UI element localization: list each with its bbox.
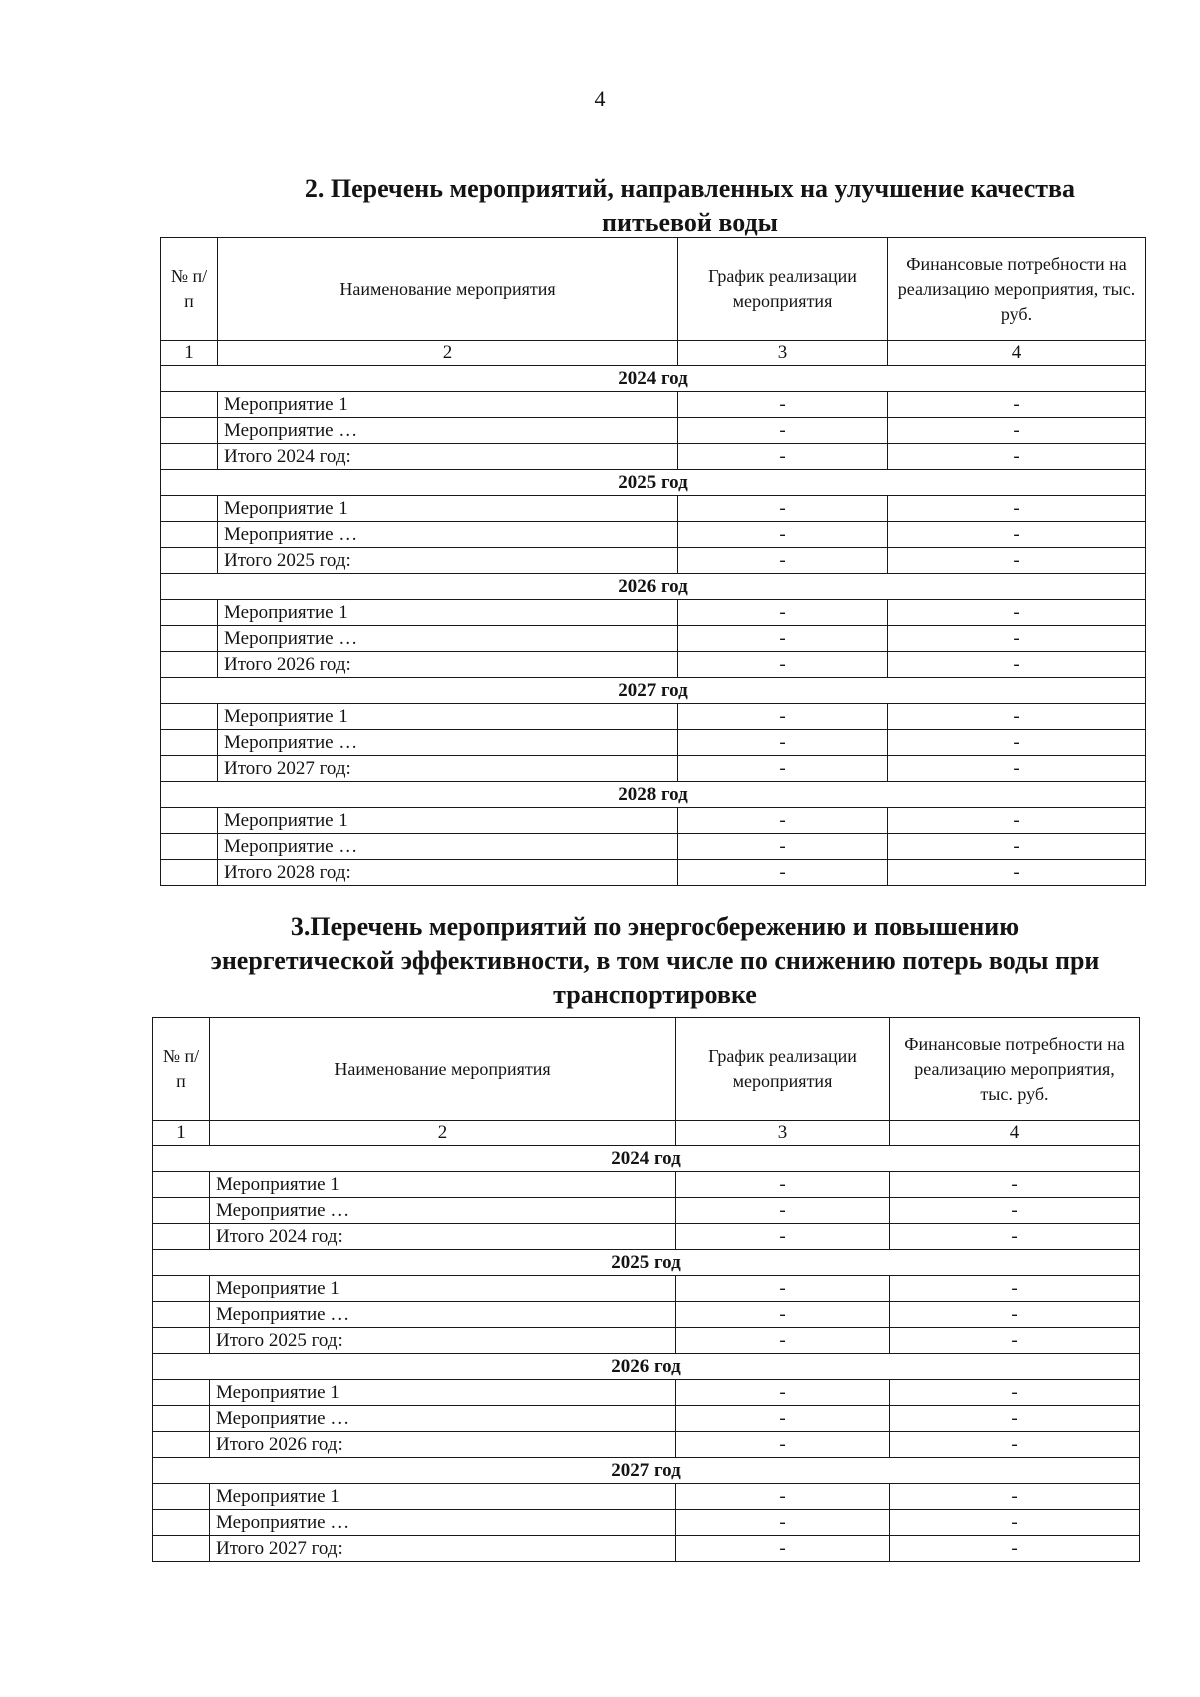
column-number: 3 — [678, 341, 888, 366]
row-number-cell — [153, 1172, 210, 1198]
schedule-cell: - — [676, 1172, 890, 1198]
finance-cell: - — [888, 808, 1146, 834]
year-label: 2025 год — [161, 470, 1146, 496]
activity-name-cell: Мероприятие 1 — [218, 808, 678, 834]
year-total-row — [161, 444, 1146, 470]
row-number-cell — [161, 730, 218, 756]
finance-cell: - — [888, 756, 1146, 782]
year-total-row — [153, 1536, 1140, 1562]
finance-cell: - — [888, 730, 1146, 756]
row-number-cell — [153, 1510, 210, 1536]
table-row — [161, 392, 1146, 418]
year-header-row — [161, 678, 1146, 704]
table-row — [161, 418, 1146, 444]
finance-cell: - — [890, 1484, 1140, 1510]
table-row — [161, 704, 1146, 730]
finance-cell: - — [888, 834, 1146, 860]
finance-cell: - — [890, 1536, 1140, 1562]
schedule-cell: - — [676, 1484, 890, 1510]
year-label: 2027 год — [153, 1458, 1140, 1484]
header-schedule: График реализации мероприятия — [676, 1018, 890, 1121]
header-finance: Финансовые потребности на реализацию мероприятия, тыс. руб. — [890, 1018, 1140, 1121]
schedule-cell: - — [676, 1302, 890, 1328]
table-row — [161, 808, 1146, 834]
schedule-cell: - — [678, 730, 888, 756]
row-number-cell — [161, 860, 218, 886]
table-row — [161, 730, 1146, 756]
finance-cell: - — [888, 392, 1146, 418]
schedule-cell: - — [678, 652, 888, 678]
header-finance: Финансовые потребности на реализацию мероприятия, тыс. руб. — [888, 238, 1146, 341]
finance-cell: - — [888, 522, 1146, 548]
finance-cell: - — [890, 1302, 1140, 1328]
finance-cell: - — [888, 626, 1146, 652]
row-number-cell — [161, 808, 218, 834]
year-label: 2027 год — [161, 678, 1146, 704]
finance-cell: - — [890, 1198, 1140, 1224]
finance-cell: - — [890, 1406, 1140, 1432]
year-header-row — [161, 470, 1146, 496]
row-number-cell — [161, 652, 218, 678]
activity-name-cell: Мероприятие … — [218, 834, 678, 860]
schedule-cell: - — [676, 1198, 890, 1224]
schedule-cell: - — [678, 860, 888, 886]
table-row — [161, 834, 1146, 860]
total-label-cell: Итого 2024 год: — [210, 1224, 676, 1250]
schedule-cell: - — [678, 756, 888, 782]
row-number-cell — [153, 1406, 210, 1432]
row-number-cell — [153, 1224, 210, 1250]
row-number-cell — [153, 1276, 210, 1302]
year-header-row — [153, 1146, 1140, 1172]
schedule-cell: - — [676, 1328, 890, 1354]
year-header-row — [161, 366, 1146, 392]
finance-cell: - — [888, 418, 1146, 444]
column-number: 3 — [676, 1121, 890, 1146]
finance-cell: - — [888, 496, 1146, 522]
activity-name-cell: Мероприятие … — [218, 522, 678, 548]
row-number-cell — [161, 704, 218, 730]
total-label-cell: Итого 2026 год: — [218, 652, 678, 678]
schedule-cell: - — [676, 1432, 890, 1458]
activity-name-cell: Мероприятие 1 — [218, 704, 678, 730]
column-number-row — [153, 1121, 1140, 1146]
year-label: 2028 год — [161, 782, 1146, 808]
activity-name-cell: Мероприятие … — [218, 418, 678, 444]
row-number-cell — [161, 600, 218, 626]
total-label-cell: Итого 2025 год: — [210, 1328, 676, 1354]
total-label-cell: Итого 2026 год: — [210, 1432, 676, 1458]
activity-name-cell: Мероприятие 1 — [210, 1276, 676, 1302]
schedule-cell: - — [676, 1510, 890, 1536]
table-header-row — [153, 1018, 1140, 1121]
total-label-cell: Итого 2027 год: — [210, 1536, 676, 1562]
year-header-row — [153, 1458, 1140, 1484]
section-title-line: питьевой воды — [602, 208, 778, 237]
total-label-cell: Итого 2025 год: — [218, 548, 678, 574]
table-row — [153, 1510, 1140, 1536]
schedule-cell: - — [678, 834, 888, 860]
row-number-cell — [161, 392, 218, 418]
header-activity-name: Наименование мероприятия — [218, 238, 678, 341]
section-title-line: энергетической эффективности, в том числе по снижению потерь воды при — [210, 946, 1100, 975]
year-label: 2026 год — [161, 574, 1146, 600]
table-body — [153, 1146, 1140, 1562]
finance-cell: - — [890, 1328, 1140, 1354]
activities-table-drinking-water — [160, 237, 1146, 886]
finance-cell: - — [890, 1172, 1140, 1198]
year-header-row — [161, 782, 1146, 808]
table-row — [161, 522, 1146, 548]
activity-name-cell: Мероприятие … — [210, 1302, 676, 1328]
schedule-cell: - — [678, 496, 888, 522]
table-row — [153, 1276, 1140, 1302]
row-number-cell — [153, 1198, 210, 1224]
row-number-cell — [161, 756, 218, 782]
finance-cell: - — [888, 652, 1146, 678]
column-number: 2 — [218, 341, 678, 366]
header-activity-name: Наименование мероприятия — [210, 1018, 676, 1121]
schedule-cell: - — [678, 418, 888, 444]
schedule-cell: - — [678, 522, 888, 548]
year-label: 2024 год — [153, 1146, 1140, 1172]
page-number: 4 — [594, 86, 606, 111]
year-header-row — [161, 574, 1146, 600]
schedule-cell: - — [676, 1276, 890, 1302]
total-label-cell: Итого 2028 год: — [218, 860, 678, 886]
schedule-cell: - — [678, 808, 888, 834]
finance-cell: - — [890, 1224, 1140, 1250]
column-number: 2 — [210, 1121, 676, 1146]
activity-name-cell: Мероприятие … — [218, 730, 678, 756]
finance-cell: - — [888, 704, 1146, 730]
table-row — [153, 1484, 1140, 1510]
schedule-cell: - — [678, 626, 888, 652]
table-row — [153, 1172, 1140, 1198]
activity-name-cell: Мероприятие 1 — [218, 392, 678, 418]
column-number: 1 — [161, 341, 218, 366]
activity-name-cell: Мероприятие 1 — [218, 496, 678, 522]
schedule-cell: - — [676, 1406, 890, 1432]
row-number-cell — [161, 834, 218, 860]
activity-name-cell: Мероприятие … — [210, 1510, 676, 1536]
activity-name-cell: Мероприятие 1 — [210, 1484, 676, 1510]
table-row — [153, 1198, 1140, 1224]
activity-name-cell: Мероприятие … — [210, 1406, 676, 1432]
schedule-cell: - — [676, 1224, 890, 1250]
schedule-cell: - — [678, 600, 888, 626]
row-number-cell — [161, 418, 218, 444]
schedule-cell: - — [678, 548, 888, 574]
year-label: 2025 год — [153, 1250, 1140, 1276]
finance-cell: - — [888, 444, 1146, 470]
activities-table-energy-saving — [152, 1017, 1140, 1562]
row-number-cell — [153, 1302, 210, 1328]
schedule-cell: - — [678, 392, 888, 418]
table-row — [153, 1302, 1140, 1328]
schedule-cell: - — [676, 1380, 890, 1406]
activity-name-cell: Мероприятие 1 — [218, 600, 678, 626]
activity-name-cell: Мероприятие … — [210, 1198, 676, 1224]
activity-name-cell: Мероприятие 1 — [210, 1172, 676, 1198]
header-number: № п/п — [161, 238, 218, 341]
column-number: 1 — [153, 1121, 210, 1146]
finance-cell: - — [890, 1276, 1140, 1302]
row-number-cell — [161, 496, 218, 522]
row-number-cell — [153, 1484, 210, 1510]
table-row — [161, 600, 1146, 626]
section-title-drinking-water — [200, 172, 1180, 240]
schedule-cell: - — [676, 1536, 890, 1562]
table-header-row — [161, 238, 1146, 341]
row-number-cell — [153, 1432, 210, 1458]
table-row — [153, 1380, 1140, 1406]
activity-name-cell: Мероприятие … — [218, 626, 678, 652]
finance-cell: - — [890, 1510, 1140, 1536]
row-number-cell — [161, 548, 218, 574]
column-number: 4 — [888, 341, 1146, 366]
year-total-row — [161, 860, 1146, 886]
column-number-row — [161, 341, 1146, 366]
year-total-row — [153, 1224, 1140, 1250]
row-number-cell — [153, 1328, 210, 1354]
year-header-row — [153, 1354, 1140, 1380]
schedule-cell: - — [678, 704, 888, 730]
table-row — [161, 496, 1146, 522]
table-body — [161, 366, 1146, 886]
header-number: № п/п — [153, 1018, 210, 1121]
column-number: 4 — [890, 1121, 1140, 1146]
total-label-cell: Итого 2027 год: — [218, 756, 678, 782]
section-title-line: 3.Перечень мероприятий по энергосбережению и повышению — [290, 912, 1020, 941]
table-row — [161, 626, 1146, 652]
header-schedule: График реализации мероприятия — [678, 238, 888, 341]
year-total-row — [161, 548, 1146, 574]
row-number-cell — [161, 444, 218, 470]
year-total-row — [153, 1328, 1140, 1354]
year-total-row — [153, 1432, 1140, 1458]
year-header-row — [153, 1250, 1140, 1276]
schedule-cell: - — [678, 444, 888, 470]
year-label: 2026 год — [153, 1354, 1140, 1380]
section-title-energy-saving — [130, 910, 1180, 1012]
activity-name-cell: Мероприятие 1 — [210, 1380, 676, 1406]
finance-cell: - — [890, 1432, 1140, 1458]
row-number-cell — [153, 1536, 210, 1562]
row-number-cell — [153, 1380, 210, 1406]
finance-cell: - — [888, 860, 1146, 886]
section-title-line: транспортировке — [553, 980, 757, 1009]
total-label-cell: Итого 2024 год: — [218, 444, 678, 470]
finance-cell: - — [888, 548, 1146, 574]
finance-cell: - — [888, 600, 1146, 626]
row-number-cell — [161, 626, 218, 652]
row-number-cell — [161, 522, 218, 548]
table-row — [153, 1406, 1140, 1432]
section-title-line: 2. Перечень мероприятий, направленных на улучшение качества — [304, 174, 1076, 203]
finance-cell: - — [890, 1380, 1140, 1406]
year-label: 2024 год — [161, 366, 1146, 392]
year-total-row — [161, 652, 1146, 678]
year-total-row — [161, 756, 1146, 782]
